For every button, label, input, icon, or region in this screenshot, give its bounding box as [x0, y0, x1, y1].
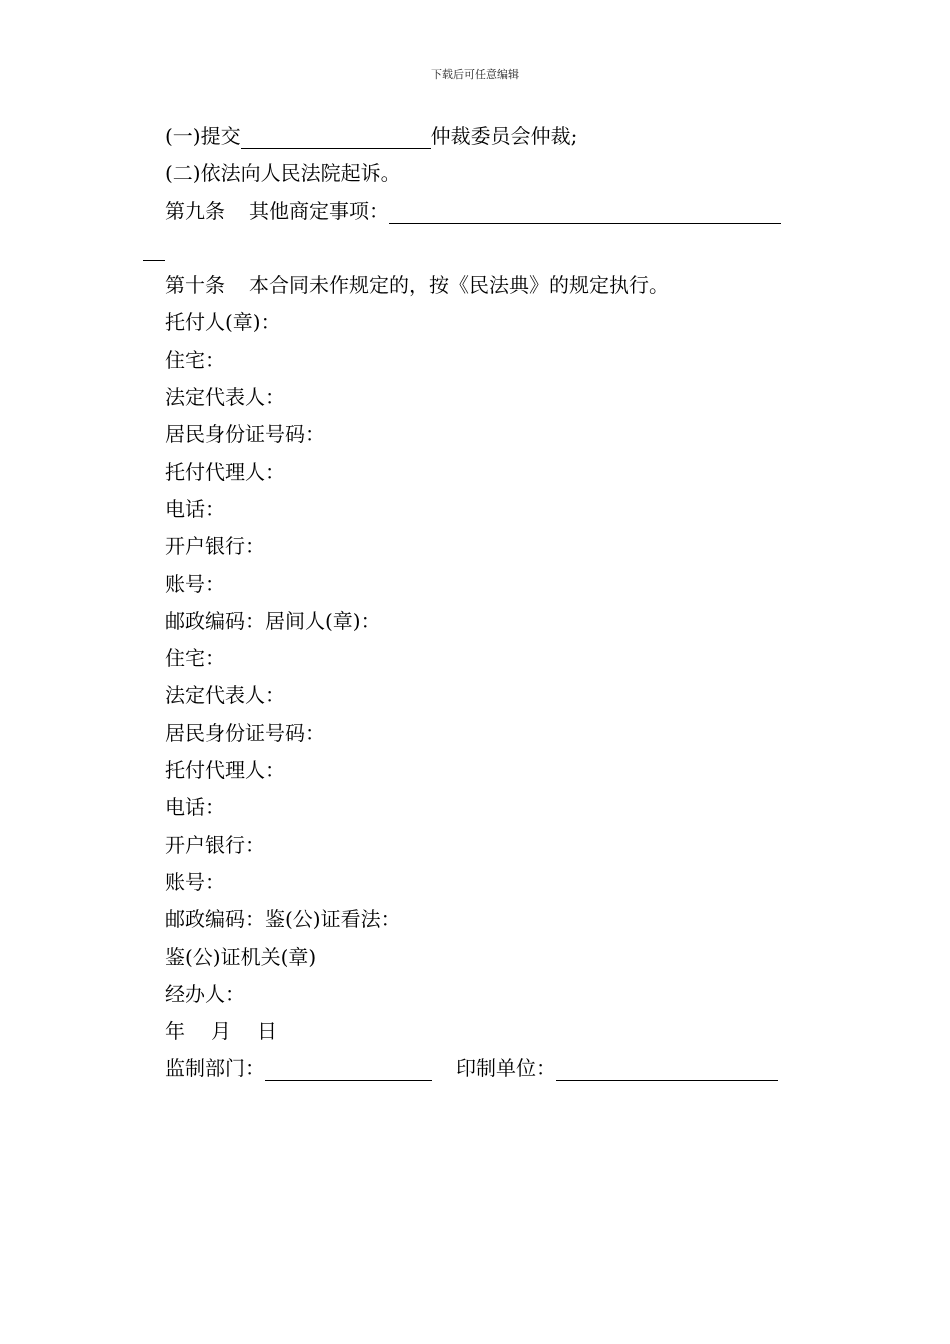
postcode-and-broker: 邮政编码：居间人(章)：: [165, 608, 381, 633]
article-nine-number: 第九条: [165, 198, 225, 223]
article-ten: [165, 267, 825, 304]
broker-bank: 开户银行：: [165, 832, 265, 857]
document-body: [165, 118, 825, 1088]
signing-date: [165, 1013, 825, 1050]
date-day: 日: [257, 1019, 277, 1044]
principal-address: 住宅：: [165, 347, 225, 372]
article-nine: [165, 193, 825, 230]
handler: 经办人：: [165, 981, 245, 1006]
article-ten-text: 本合同未作规定的，按《民法典》的规定执行。: [249, 273, 669, 298]
other-matters-blank-tail[interactable]: [143, 236, 165, 261]
printer-blank[interactable]: [556, 1056, 778, 1081]
date-month: 月: [211, 1019, 231, 1044]
other-matters-blank[interactable]: [389, 199, 781, 224]
broker-phone: 电话：: [165, 795, 225, 820]
supervisor-label: 监制部门：: [165, 1056, 265, 1081]
arbitration-suffix: 仲裁委员会仲裁;: [430, 124, 578, 148]
principal-id-number: 居民身份证号码：: [165, 422, 325, 447]
arbitration-blank[interactable]: [241, 124, 431, 149]
broker-agent: 托付代理人：: [165, 758, 285, 783]
printer-label: 印制单位：: [456, 1056, 556, 1081]
supervisor-blank[interactable]: [265, 1056, 432, 1081]
clause-lawsuit: (二)依法向人民法院起诉。: [165, 161, 401, 186]
article-ten-number: 第十条: [165, 273, 225, 298]
principal-account: 账号：: [165, 571, 225, 596]
date-year: 年: [165, 1019, 185, 1044]
arbitration-prefix: (一)提交: [165, 124, 241, 148]
principal-legal-rep: 法定代表人：: [165, 385, 285, 410]
broker-legal-rep: 法定代表人：: [165, 683, 285, 708]
principal-agent: 托付代理人：: [165, 459, 285, 484]
principal-phone: 电话：: [165, 496, 225, 521]
supervisor-printer-line: [165, 1050, 825, 1087]
broker-id-number: 居民身份证号码：: [165, 720, 325, 745]
notary-organization: 鉴(公)证机关(章): [165, 944, 317, 969]
header-note: 下载后可任意编辑: [431, 68, 519, 81]
article-nine-text: 其他商定事项：: [249, 198, 389, 223]
broker-address: 住宅：: [165, 646, 225, 671]
postcode-and-notary-opinion: 邮政编码：鉴(公)证看法：: [165, 907, 401, 932]
clause-arbitration: [165, 118, 825, 155]
principal-bank: 开户银行：: [165, 534, 265, 559]
principal-name: 托付人(章)：: [165, 310, 281, 335]
other-matters-blank-continued: [143, 230, 803, 267]
broker-account: 账号：: [165, 869, 225, 894]
